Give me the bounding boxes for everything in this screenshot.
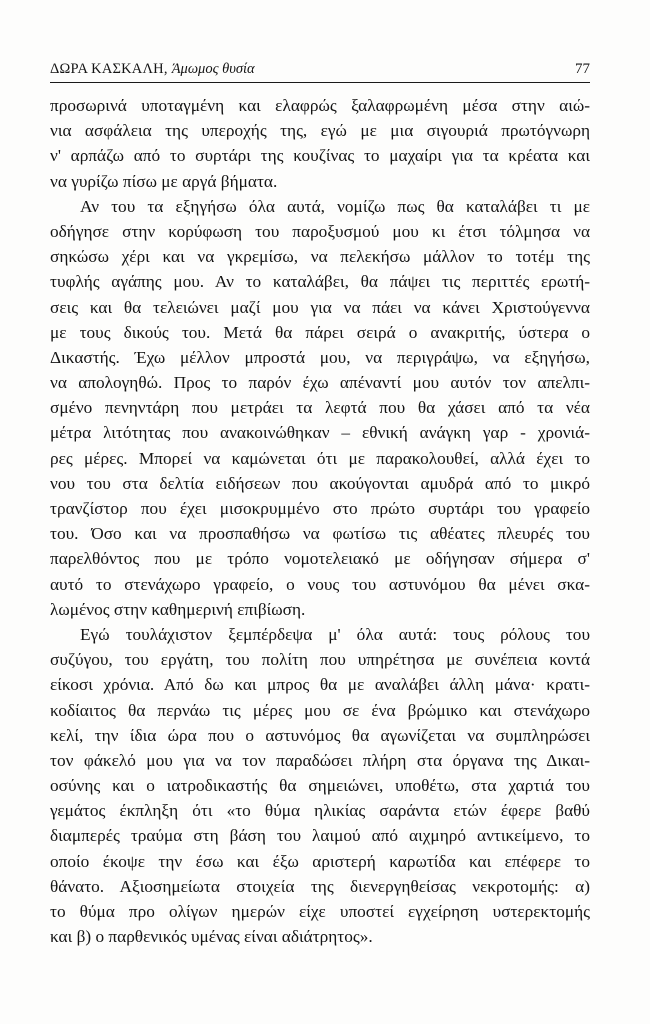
page-header bbox=[50, 56, 590, 78]
text-line: συζύγου, του εργάτη, του πολίτη που υπηρέτησα με συνέπεια κοντά bbox=[50, 650, 590, 670]
text-line: οδήγησε στην κορύφωση του παροξυσμού μου κι έτσι τόλμησα να bbox=[50, 221, 590, 241]
paragraph bbox=[50, 622, 590, 949]
text-line: λωμένος στην καθημερινή επιβίωση. bbox=[50, 599, 306, 619]
text-line: κελί, την ίδια ώρα που ο αστυνόμος θα αγωνίζεται να συμπληρώσει bbox=[50, 725, 590, 745]
text-line: είκοσι χρόνια. Από δω και μπρος θα με αναλάβει άλλη μάνα· κρατι- bbox=[50, 675, 590, 695]
text-line: νια ασφάλεια της υπεροχής της, εγώ με μια σιγουριά πρωτόγνωρη bbox=[50, 121, 590, 141]
book-title: Άμωμος θυσία bbox=[171, 61, 255, 77]
text-line: κοδίαιτος θα περνάω τις μέρες μου σε ένα βρώμικο και στενάχωρο bbox=[50, 700, 590, 720]
text-line: τυφλής αγάπης μου. Αν το καταλάβει, θα πάψει τις περιττές ερωτή- bbox=[50, 272, 590, 292]
text-line: το θύμα προ ολίγων ημερών είχε υποστεί εγχείρηση υστερεκτομής bbox=[50, 902, 590, 921]
text-line: παρελθόντος που με τρόπο νομοτελειακό με οδήγησαν σήμερα σ' bbox=[50, 549, 590, 569]
text-line: ν' αρπάζω από το συρτάρι της κουζίνας το μαχαίρι για τα κρέατα και bbox=[50, 146, 590, 166]
text-line: γεμάτος έκπληξη ότι «το θύμα ηλικίας σαράντα ετών έφερε βαθύ bbox=[50, 801, 590, 821]
header-rule bbox=[50, 82, 590, 83]
text-line: Δικαστής. Έχω μέλλον μπροστά μου, να περιγράψω, να εξηγήσω, bbox=[50, 347, 590, 367]
text-line: του. Όσο και να προσπαθήσω να φωτίσω τις αθέατες πλευρές του bbox=[50, 524, 590, 544]
text-line: θάνατο. Αξιοσημείωτα στοιχεία της διενεργηθείσας νεκροτομής: α) bbox=[50, 876, 590, 896]
running-head bbox=[50, 61, 255, 78]
paragraph bbox=[50, 93, 590, 194]
text-line: και β) ο παρθενικός υμένας είναι αδιάτρητος». bbox=[50, 927, 373, 947]
text-line: να γυρίζω πίσω με αργά βήματα. bbox=[50, 171, 278, 191]
text-line: οποίο έκοψε την έσω και έξω αριστερή καρωτίδα και επέφερε το bbox=[50, 851, 590, 871]
text-line: Εγώ τουλάχιστον ξεμπέρδεψα μ' όλα αυτά: τους ρόλους του bbox=[80, 624, 590, 644]
body-text bbox=[50, 93, 590, 949]
text-line: οσύνης και ο ιατροδικαστής θα σημειώνει, υποθέτω, στα χαρτιά του bbox=[50, 776, 590, 796]
author-name: ΔΩΡΑ ΚΑΣΚΑΛΗ, bbox=[50, 61, 168, 77]
text-line: αυτό το στενάχωρο γραφείο, ο νους του αστυνόμου θα μένει σκα- bbox=[50, 574, 590, 594]
text-line: σηκώσω χέρι και να γκρεμίσω, να πελεκήσω μάλλον το τοτέμ της bbox=[50, 247, 590, 267]
text-line: Αν του τα εξηγήσω όλα αυτά, νομίζω πως θα καταλάβει τι με bbox=[80, 196, 590, 216]
text-line: τρανζίστορ που έχει μισοκρυμμένο στο πρώτο συρτάρι του γραφείο bbox=[50, 499, 590, 518]
text-line: μέτρα λιτότητας που ανακοινώθηκαν – εθνική ανάγκη γαρ - χρονιά- bbox=[50, 423, 590, 443]
text-line: να απολογηθώ. Προς το παρόν έχω απέναντί μου αυτόν τον απελπι- bbox=[50, 373, 590, 393]
paragraph bbox=[50, 194, 590, 622]
text-line: νου του στα δελτία ειδήσεων που ακούγονται αμυδρά από το μικρό bbox=[50, 473, 590, 493]
text-line: ρες μέρες. Μπορεί να καμώνεται ότι με παρακολουθεί, αλλά έχει το bbox=[50, 448, 590, 468]
text-line: σεις και θα τελειώνει μαζί μου για να πάει να κάνει Χριστούγεννα bbox=[50, 297, 590, 317]
text-line: προσωρινά υποταγμένη και ελαφρώς ξαλαφρωμένη μέσα στην αιώ- bbox=[50, 96, 590, 115]
page-number: 77 bbox=[575, 61, 590, 77]
text-line: διαμπερές τραύμα στη βάση του λαιμού από αιχμηρό αντικείμενο, το bbox=[50, 826, 590, 846]
text-line: με τους δικούς του. Μετά θα πάρει σειρά ο ανακριτής, ύστερα ο bbox=[50, 322, 590, 342]
text-line: σμένο πενηντάρη που μετράει τα λεφτά που θα χάσει από τα νέα bbox=[50, 398, 590, 418]
text-line: τον φάκελό μου για να τον παραδώσει πλήρη στα όργανα της Δικαι- bbox=[50, 750, 590, 770]
